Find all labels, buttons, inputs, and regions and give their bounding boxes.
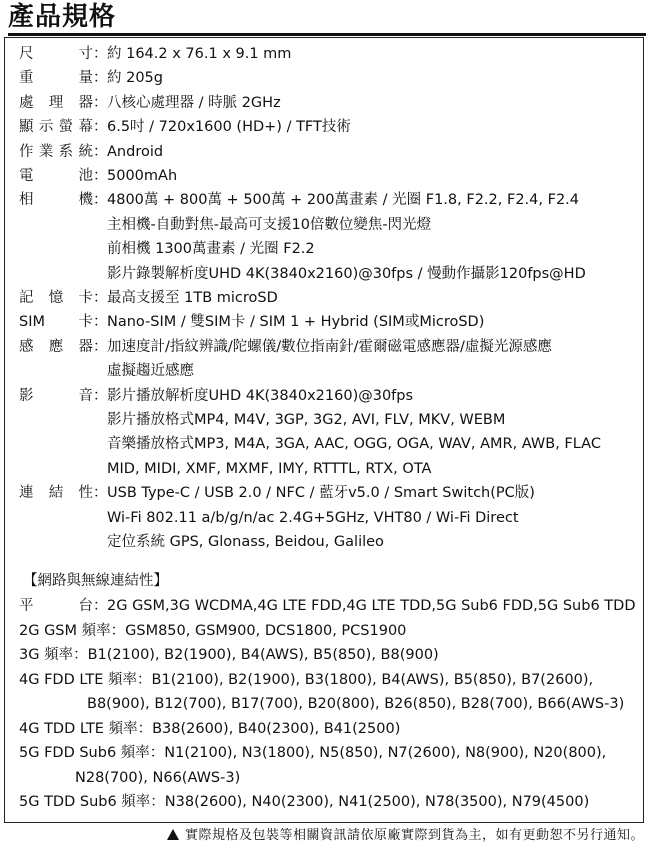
warning-triangle-icon (167, 829, 179, 840)
spec-row (19, 44, 291, 64)
colon: ： (93, 338, 108, 355)
spec-row (19, 312, 484, 332)
colon: ： (93, 485, 108, 502)
spec-value-continued: 主相機-自動對焦-最高可支援10倍數位變焦-閃光燈 (107, 216, 432, 233)
spec-row (19, 483, 535, 503)
spec-label: 連結性 (19, 485, 93, 502)
spec-value: 約 205g (107, 70, 163, 87)
spec-row (19, 93, 281, 113)
colon: ： (93, 143, 108, 160)
spec-value: USB Type-C / USB 2.0 / NFC / 藍牙v5.0 / Smart Switch(PC版) (107, 485, 535, 502)
footer-text: 實際規格及包裝等相關資訊請依原廠實際到貨為主，如有更動恕不另行通知。 (184, 828, 644, 843)
colon: ： (93, 119, 108, 136)
colon: ： (93, 94, 108, 111)
spec-value-continued: 影片錄製解析度UHD 4K(3840x2160)@30fps / 慢動作攝影120fps@HD (107, 265, 586, 282)
band-row: 2G GSM 頻率：GSM850, GSM900, DCS1800, PCS1900 (19, 622, 407, 639)
spec-value-continued: MID, MIDI, XMF, MXMF, IMY, RTTTL, RTX, OTA (107, 460, 432, 477)
band-row-continued: N28(700), N66(AWS-3) (75, 769, 241, 786)
footer-note (167, 826, 644, 846)
colon: ： (93, 168, 108, 184)
band-row: 3G 頻率：B1(2100), B2(1900), B4(AWS), B5(850), B8(900) (19, 647, 439, 663)
spec-value: 影片播放解析度UHD 4K(3840x2160)@30fps (107, 387, 414, 404)
spec-label: 影音 (19, 387, 93, 404)
spec-value-continued: 音樂播放格式MP3, M4A, 3GA, AAC, OGG, OGA, WAV, AMR, AWB, FLAC (107, 436, 601, 453)
spec-value: 4800萬 + 800萬 + 500萬 + 200萬畫素 / 光圈 F1.8, F2.2, F2.4, F2.4 (107, 192, 579, 209)
title-divider (8, 33, 646, 36)
spec-value-continued: Wi-Fi 802.11 a/b/g/n/ac 2.4G+5GHz, VHT80 / Wi-Fi Direct (107, 509, 519, 526)
platform-value: 2G GSM,3G WCDMA,4G LTE FDD,4G LTE TDD,5G Sub6 FDD,5G Sub6 TDD (107, 598, 636, 614)
band-row: 5G TDD Sub6 頻率：N38(2600), N40(2300), N41(2500), N78(3500), N79(4500) (19, 794, 590, 810)
spec-row (19, 337, 552, 357)
band-row-continued: B8(900), B12(700), B17(700), B20(800), B26(850), B28(700), B66(AWS-3) (87, 696, 625, 712)
colon: ： (93, 314, 108, 331)
colon: ： (93, 70, 108, 87)
colon: ： (93, 290, 108, 306)
spec-value-continued: 虛擬趨近感應 (107, 363, 194, 380)
spec-label: 感應器 (19, 338, 93, 355)
spec-value: 加速度計/指紋辨識/陀螺儀/數位指南針/霍爾磁電感應器/虛擬光源感應 (107, 338, 552, 355)
spec-value-continued: 前相機 1300萬畫素 / 光圈 F2.2 (107, 241, 315, 258)
spec-label: 相機 (19, 192, 93, 209)
spec-value-continued: 影片播放格式MP4, M4V, 3GP, 3G2, AVI, FLV, MKV, WEBM (107, 412, 506, 428)
band-row: 4G FDD LTE 頻率：B1(2100), B2(1900), B3(1800), B4(AWS), B5(850), B7(2600), (19, 671, 594, 688)
spec-value: Android (107, 143, 164, 160)
colon: ： (93, 387, 108, 404)
spec-row (19, 190, 579, 210)
spec-label: 作業系統 (19, 143, 93, 160)
band-row: 5G FDD Sub6 頻率：N1(2100), N3(1800), N5(850), N7(2600), N8(900), N20(800), (19, 745, 607, 761)
spec-value: Nano-SIM / 雙SIM卡 / SIM 1 + Hybrid (SIM或MicroSD) (107, 314, 485, 331)
colon: ： (93, 46, 108, 62)
spec-value-continued: 定位系統 GPS, Glonass, Beidou, Galileo (107, 534, 384, 550)
spec-label: 處理器 (19, 94, 93, 111)
platform-row (19, 596, 635, 616)
spec-label: SIM卡 (19, 314, 93, 331)
spec-label: 記憶卡 (19, 290, 93, 306)
spec-label: 電池 (19, 168, 93, 184)
page-title: 產品規格 (8, 2, 117, 32)
spec-row (19, 117, 351, 137)
spec-row (19, 288, 278, 308)
spec-label: 重量 (19, 70, 93, 87)
spec-row (19, 68, 163, 88)
band-row: 4G TDD LTE 頻率：B38(2600), B40(2300), B41(2500) (19, 720, 401, 737)
network-heading: 【網路與無線連結性】 (23, 573, 168, 589)
spec-value: 八核心處理器 / 時脈 2GHz (107, 94, 281, 111)
spec-box (4, 37, 644, 823)
colon: ： (93, 192, 108, 209)
spec-value: 5000mAh (107, 168, 178, 184)
platform-label: 平台 (19, 598, 93, 614)
spec-label: 尺寸 (19, 46, 93, 62)
spec-row (19, 166, 177, 186)
spec-label: 顯示螢幕 (19, 119, 93, 136)
spec-value: 約 164.2 x 76.1 x 9.1 mm (107, 46, 292, 62)
spec-row (19, 142, 163, 162)
spec-value: 6.5吋 / 720x1600 (HD+) / TFT技術 (107, 119, 351, 136)
spec-row (19, 386, 413, 406)
colon: ： (93, 598, 108, 614)
spec-value: 最高支援至 1TB microSD (107, 290, 278, 306)
